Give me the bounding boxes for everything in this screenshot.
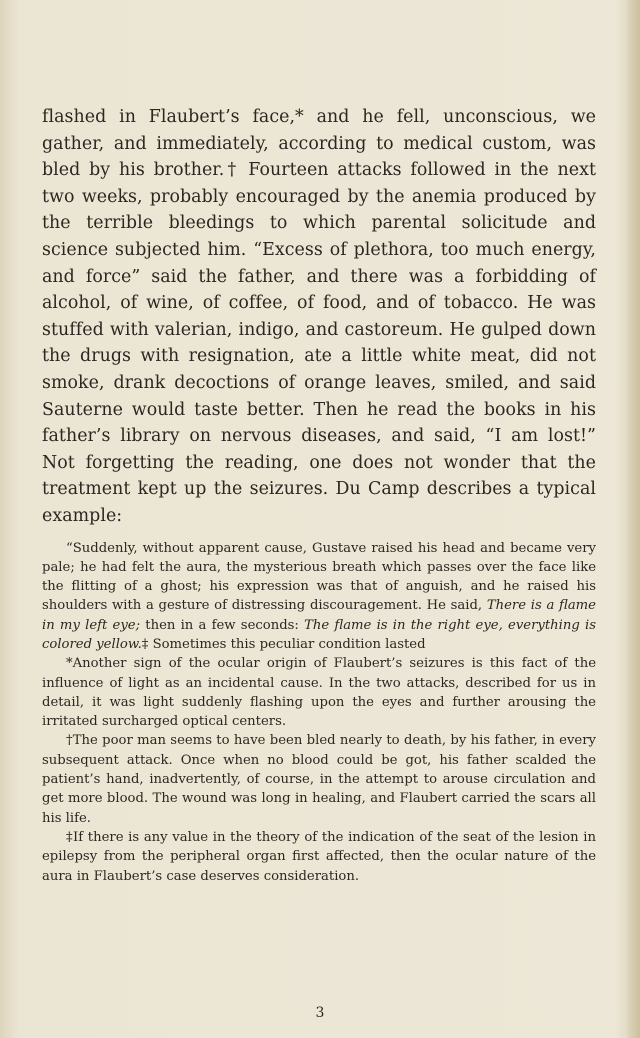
body-paragraph: flashed in Flaubert’s face,* and he fell, unconscious, we gather, and immediately, according to medical custom, was bled by his brother.† Fourteen attacks followed in the next two weeks, probably encouraged by the anemia produced by the terrible bleedings to which parental solicitude and science subjected him. “Excess of plethora, too much energy, and force” said the father, and there was a forbidding of alcohol, of wine, of coffee, of food, and of tobacco. He was stuffed with valerian, indigo, and castoreum. He gulped down the drugs with resignation, ate a little white meat, did not smoke, drank decoctions of orange leaves, smiled, and said Sauterne would taste better. Then he read the books in his father’s library on nervous diseases, and said, “I am lost!” Not forgetting the reading, one does not wonder that the treatment kept up the seizures. Du Camp describes a typical example:: [42, 107, 596, 526]
quote-italic-2: The flame is in the right eye, everything is colored yellow.: [42, 617, 596, 652]
page-edge: [626, 0, 640, 1038]
footnotes: [42, 654, 596, 886]
quote-text-1: “Suddenly, without apparent cause, Gustave raised his head and became very pale; he had felt the aura, the mysterious breath which passes over the face like the flitting of a ghost; his expression was that of anguish, and he raised his shoulders with a gesture of distressing discouragement. He said,: [42, 540, 596, 614]
quote-text-2: then in a few seconds:: [140, 617, 305, 633]
page-text: [42, 104, 596, 886]
body-text-block: [42, 104, 596, 530]
footnote-double-dagger: ‡If there is any value in the theory of the indication of the seat of the lesion in epilepsy from the peripheral organ first affected, then the ocular nature of the aura in Flaubert’s case deserves consideration.: [42, 829, 596, 884]
block-quote: [42, 539, 596, 655]
quote-italic-1: There is a flame in my left eye;: [42, 598, 596, 633]
page-number: 3: [315, 1005, 325, 1021]
quote-text-3: ‡ Sometimes this peculiar condition lasted: [141, 636, 426, 652]
footnote-asterisk: *Another sign of the ocular origin of Flaubert’s seizures is this fact of the influence of light as an incidental cause. In the two attacks, described for us in detail, it was light suddenly flashing upon the eyes and further arousing the irritated surcharged optical centers.: [42, 656, 596, 730]
footnote-dagger: †The poor man seems to have been bled nearly to death, by his father, in every subsequent attack. Once when no blood could be got, his father scalded the patient’s hand, inadvertently, of course, in the attempt to arouse circulation and get more blood. The wound was long in healing, and Flaubert carried the scars all his life.: [42, 733, 596, 826]
